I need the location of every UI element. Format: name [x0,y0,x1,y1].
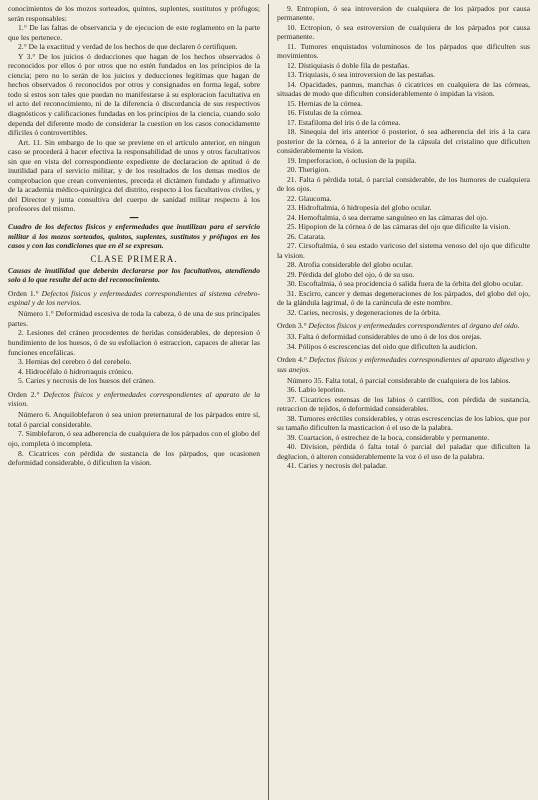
list-item: 27. Cirsoftalmia, ó sea estado varicoso del sistema venoso del ojo que dificulte la vision. [277,241,530,260]
list-item: 2. Lesiones del cráneo procedentes de heridas considerables, de depresion ó hundimiento de los huesos, ó de su esfoliacion ó estraccion, capaces de alterar las funciones encefálicas. [8,328,260,357]
section-subcaption: Causas de inutilidad que deberán declararse por los facultativos, atendiendo solo á lo que resulte del acto del reconocimiento. [8,265,260,285]
list-item: 41. Caries y necrosis del paladar. [287,461,388,471]
list-item: Número 6. Anquiloblefaron ó sea union preternatural de los párpados entre sí, total ó parcial considerable. [8,410,260,429]
two-column-layout [8,4,530,800]
order-number: Orden 1.° [8,288,39,298]
order-heading [277,321,530,330]
list-item: 25. Hipopion de la córnea ó de las cámaras del ojo que dificulte la vision. [287,222,511,232]
list-item: Número 35. Falta total, ó parcial considerable de cualquiera de los labios. [287,375,511,385]
paragraph: conocimientos de los mozos sorteados, quintos, suplentes, sustitutos y prófugos; serán responsables: [8,4,260,23]
order-number: Orden 3.° [277,320,307,330]
list-item: 22. Glaucoma. [287,193,332,203]
list-item: 3. Hernias del cerebro ó del cerebelo. [18,357,132,367]
list-item: 4. Hidrocéfalo ó hidrorraquis crónico. [18,366,134,376]
list-item: 13. Triquiasis, ó sea introversion de las pestañas. [287,70,436,80]
order-number: Orden 2.° [8,389,40,399]
list-item: 8. Cicatrices con pérdida de sustancia de los párpados, que ocasionen deformidad considerable, ó dificulten la vision. [8,448,260,468]
paragraph: 2.° De la exactitud y verdad de los hechos de que declaren ó certifiquen. [18,42,238,52]
right-column [269,4,530,800]
order-heading [8,390,260,409]
article-paragraph: Art. 11. Sin embargo de lo que se previene en el artículo anterior, en ningun caso se procederá á hacer efectiva la responsabilidad de unos y otros facultativos sin que en vista del correspondiente expediente de declaracion de aptitud ó de inutilidad para el servicio militar, y de los resultados de los demas medios de comprobacion que crean convenientes, preceda el dictámen fundado y afirmativo de la academia médico-quirúrgica del distrito, respecto á los facultativos civiles, y del Director y junta consultiva del cuerpo de sanidad militar respecto á los profesores del mismo. [8,137,260,214]
list-item: 18. Sinequia del iris anterior ó posterior, ó sea adherencia del iris á la cara posterior de la córnea, ó á la anterior de la cápsula del cristalino que dificulten considerablemente la vision. [277,127,530,156]
list-item: 29. Pérdida del globo del ojo, ó de su uso. [287,269,415,279]
order-number: Orden 4.° [277,355,307,365]
list-item: 24. Hemoftalmia, ó sea derrame sanguíneo en las cámaras del ojo. [287,212,488,222]
paragraph: 1.° De las faltas de observancia y de ejecucion de este reglamento en la parte que les pertenece. [8,23,260,42]
list-item: 10. Ectropion, ó sea estroversion de cualquiera de los párpados por causa permanente. [277,22,530,42]
list-item: 19. Imperforacion, ó oclusion de la pupila. [287,155,417,165]
list-item: 34. Pólipos ó escrescencias del oido que dificulten la audicion. [287,341,478,351]
list-item: Número 1.° Deformidad escesiva de toda la cabeza, ó de una de sus principales partes. [8,309,260,328]
list-item: 38. Tumores eréctiles considerables, y otras escrescencias de los labios, que por su tamaño dificulten la masticacion ó el uso de la palabra. [277,413,530,433]
order-title: Defectos físicos y enfermedades correspondientes al aparato de la vision. [8,389,260,409]
order-heading [8,289,260,308]
list-item: 23. Hidroftalmia, ó hidropesía del globo ocular. [287,203,432,213]
table-caption: Cuadro de los defectos físicos y enfermedades que inutilizan para el servicio militar á los mozos sorteados, quintos, suplentes, sustitutos y prófugos en los casos y con las condiciones que en él se expresan. [8,222,260,251]
list-item: 17. Estafiloma del iris ó de la córnea. [287,117,401,127]
item-list [277,376,530,471]
paragraph: Y 3.° De los juicios ó deducciones que hagan de los hechos observados ó reconocidos por ellos ó por otros que no estén fundados en los principios de la ciencia; pero no lo serán de los juicios y deducciones legítimas que hagan de hechos observados ó reconocidos por otros y consignados en forma legal, sobre todo si estos son tales que puedan no manifestarse á su esploracion facultativa en el acto del reconocimiento, ni de la diferencia ó discordancia de sus respectivos diagnósticos y calificaciones fundadas en los principios de la ciencia, cuando solo dependa del diferente modo de considerar la cuestion en los casos conocidamente difíciles ó controvertibles. [8,51,260,138]
order-heading [277,355,530,374]
list-item: 21. Falta ó pérdida total, ó parcial considerable, de los humores de cualquiera de los ojos. [277,174,530,194]
list-item: 11. Tumores enquistados voluminosos de los párpados que dificulten sus movimientos. [277,41,530,61]
item-list [277,4,530,317]
list-item: 7. Simblefaron, ó sea adherencia de cualquiera de los párpados con el globo del ojo, completa ó incompleta. [8,429,260,448]
list-item: 37. Cicatrices estensas de los labios ó carrillos, con pérdida de sustancia, retraccion de tejidos, ó deformidad considerables. [277,394,530,414]
list-item: 32. Caries, necrosis, y degeneraciones de la órbita. [287,307,441,317]
section-heading: CLASE PRIMERA. [90,253,178,264]
list-item: 26. Catarata. [287,231,326,241]
list-item: 30. Escoftalmia, ó sea procidencia ó salida fuera de la órbita del globo ocular. [287,279,523,289]
list-item: 12. Distiquiasis ó doble fila de pestañas. [287,60,410,70]
list-item: 40. Division, pérdida ó falta total ó parcial del paladar que dificulten la deglucion, ó alteren considerablemente la voz ó el uso de la palabra. [277,442,530,461]
order-title: Defectos físicos y enfermedades correspondientes al sistema cérebro-espinal y de los nervios. [8,288,260,308]
list-item: 14. Opacidades, pannus, manchas ó cicatrices en cualquiera de las córneas, situadas de modo que dificulten considerablemente ó impidan la vision. [277,79,530,99]
list-item: 16. Fístulas de la córnea. [287,108,363,118]
left-column [8,4,269,800]
list-item: 15. Hernias de la córnea. [287,98,363,108]
list-item: 20. Therigion. [287,165,331,175]
list-item: 9. Entropion, ó sea introversion de cualquiera de los párpados por causa permanente. [277,4,530,23]
list-item: 39. Coartacion, ó estrechez de la boca, considerable y permanente. [287,432,490,442]
order-title: Defectos físicos y enfermedades correspondientes al aparato digestivo y sus anejos. [277,355,530,374]
item-list [8,309,260,385]
list-item: 5. Caries y necrosis de los huesos del cráneo. [18,376,156,386]
order-title: Defectos físicos y enfermedades correspondientes al órgano del oido. [308,320,520,330]
list-item: 33. Falta ó deformidad considerables de uno ó de los dos orejas. [287,332,482,342]
list-item: 36. Labio leporino. [287,385,346,395]
item-list [8,410,260,467]
item-list [277,332,530,351]
list-item: 31. Escirro, cancer y demas degeneraciones de los párpados, del globo del ojo, de la glándula lagrimal, ó de la carúncula de este nombre. [277,288,530,308]
list-item: 28. Atrofia considerable del globo ocular. [287,260,413,270]
separator: ━━ [129,214,139,223]
